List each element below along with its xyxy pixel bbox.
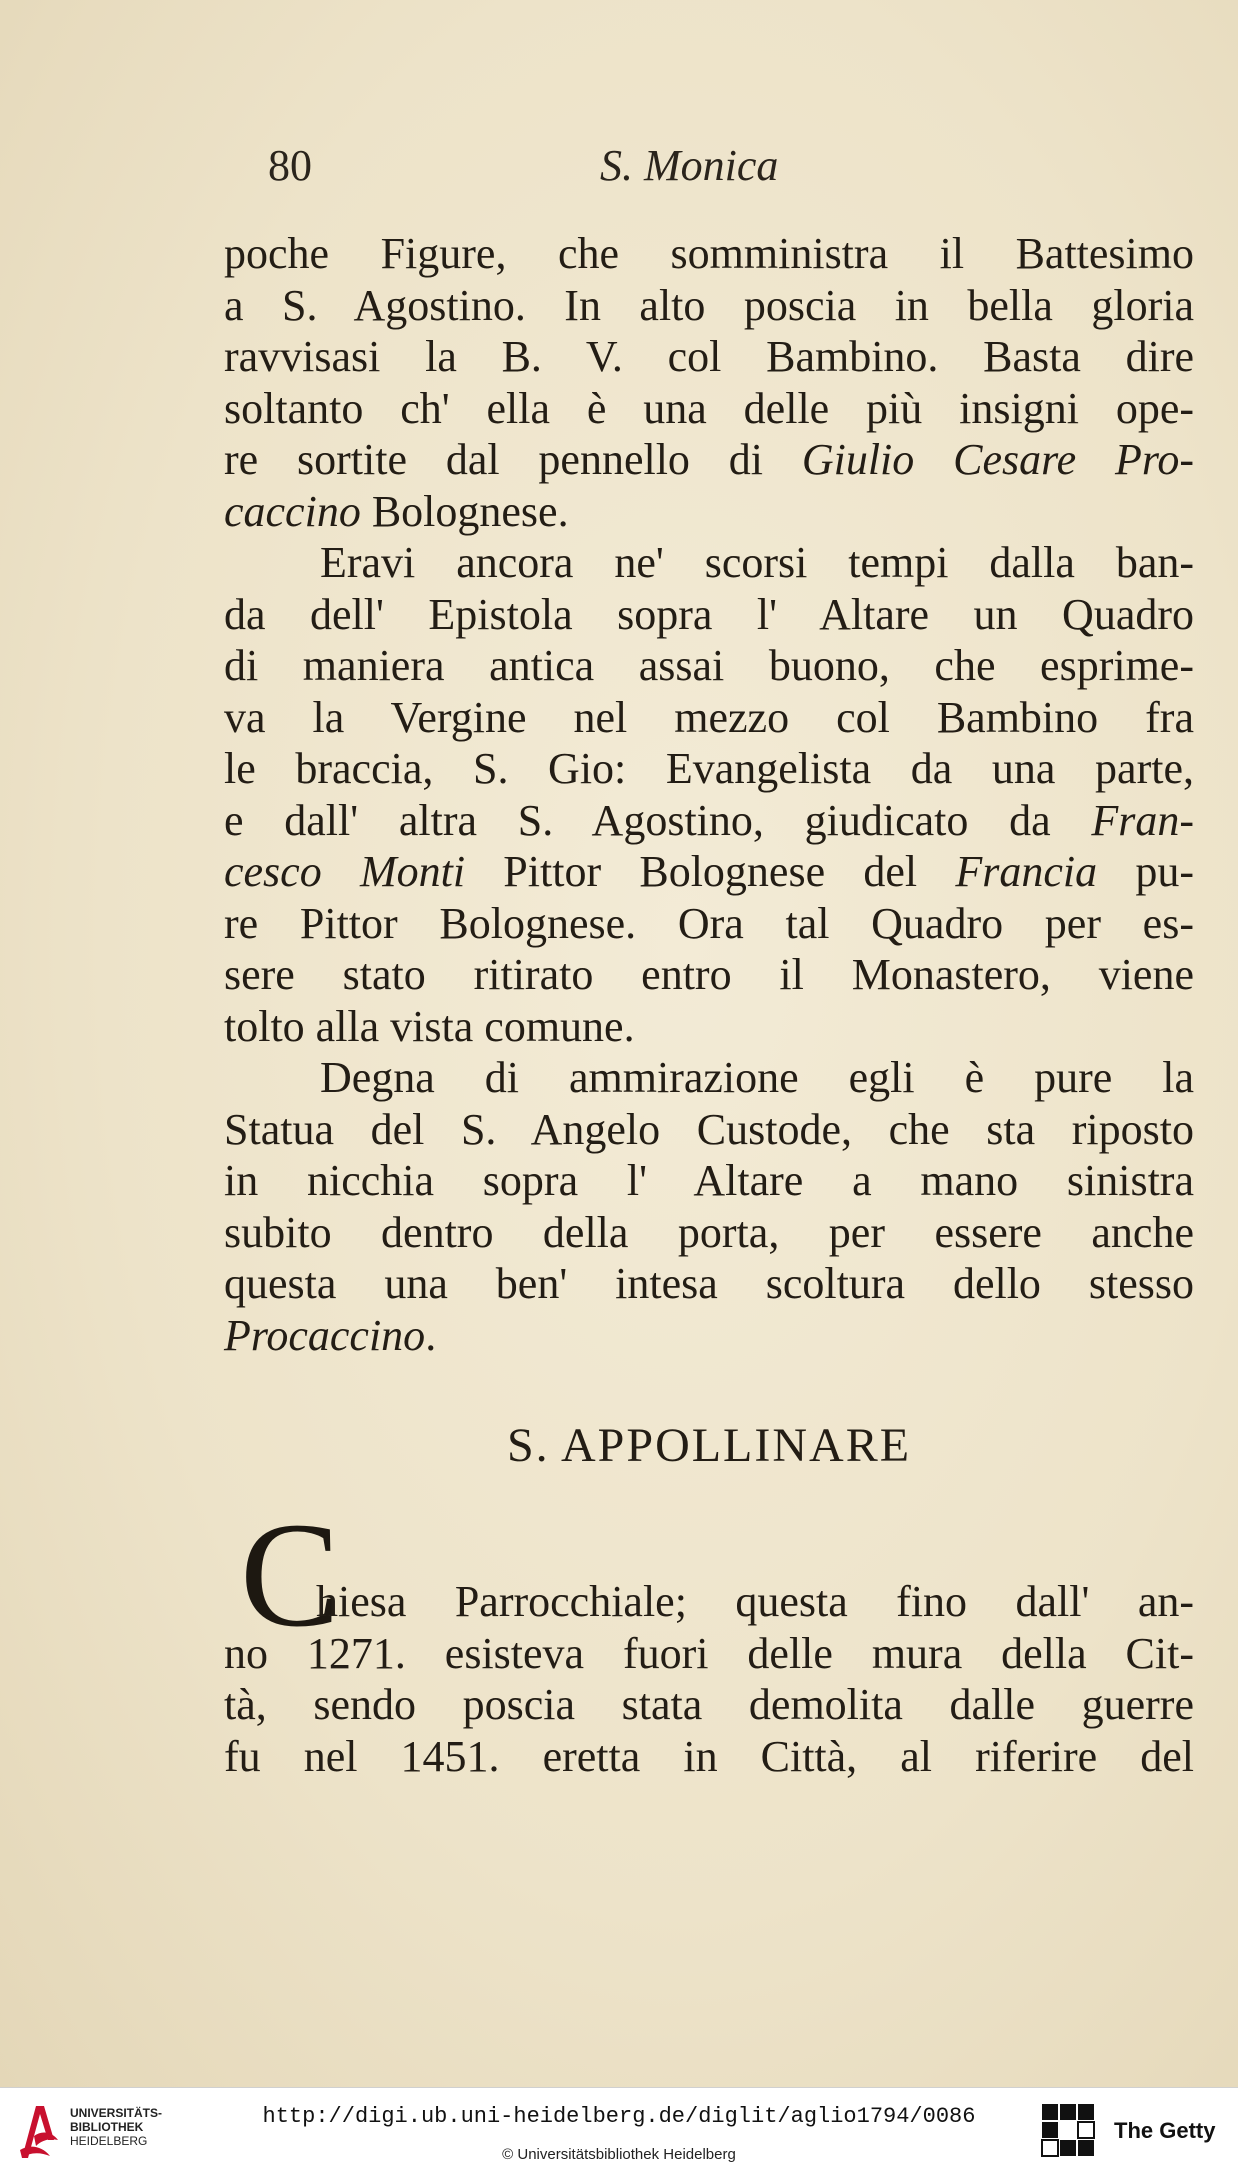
library-name-line: HEIDELBERG [70,2134,148,2148]
text-span: . [425,1310,437,1360]
text-line: tà, sendo poscia stata demolita dalle guerre [224,1680,1194,1729]
text-line: tolto alla vista comune. [224,1001,635,1051]
text-line: poche Figure, che somministra il Battesimo [224,229,1194,278]
italic-name: Procaccino [224,1310,426,1360]
italic-name: cesco Monti [224,847,466,896]
italic-name: Giulio Cesare Pro- [801,435,1194,484]
page-number: 80 [268,141,312,190]
permalink[interactable]: http://digi.ub.uni-heidelberg.de/diglit/aglio1794/0086 [262,2104,976,2129]
text-line: a S. Agostino. In alto poscia in bella gloria [224,280,1194,330]
text-line [224,795,1194,847]
partner-name: The Getty [1114,2118,1216,2143]
section-heading: S. APPOLLINARE [506,1419,912,1472]
text-line [224,434,1194,486]
section-text [224,1576,1194,1782]
library-name-line: UNIVERSITÄTS- [70,2106,163,2120]
text-line: ravvisasi la B. V. col Bambino. Basta dire [224,332,1194,381]
text-line: in nicchia sopra l' Altare a mano sinistra [224,1156,1194,1205]
italic-name: caccino [224,486,361,536]
text-line: subito dentro della porta, per essere anche [224,1207,1194,1257]
text-line [224,486,1194,538]
text-line [224,1310,1194,1362]
text-span: re sortite dal pennello di [224,435,802,484]
text-line: Degna di ammirazione egli è pure la [320,1053,1194,1102]
italic-name: Fran- [1091,795,1194,845]
getty-logo-icon[interactable] [1040,2102,1096,2162]
text-line: va la Vergine nel mezzo col Bambino fra [224,692,1194,742]
text-span: e dall' altra S. Agostino, giudicato da [224,795,1092,845]
text-line: fu nel 1451. eretta in Città, al riferire del [224,1731,1194,1781]
text-line: hiesa Parrocchiale; questa fino dall' an- [316,1577,1194,1626]
text-line: le braccia, S. Gio: Evangelista da una parte, [224,744,1194,793]
text-line [224,846,1194,898]
drop-capital: C [240,1492,341,1658]
text-line: Eravi ancora ne' scorsi tempi dalla ban- [320,538,1194,587]
text-line: di maniera antica assai buono, che esprime- [224,641,1194,690]
running-title: S. Monica [600,141,779,190]
text-line: sere stato ritirato entro il Monastero, viene [224,950,1194,999]
italic-name: Francia [955,847,1098,896]
text-span: Pittor Bolognese del [465,847,956,896]
text-span: Bolognese. [371,486,569,536]
text-line: soltanto ch' ella è una delle più insigni ope- [224,383,1194,433]
text-line: re Pittor Bolognese. Ora tal Quadro per es- [224,898,1194,948]
library-name-line: BIBLIOTHEK [70,2120,144,2134]
text-line: no 1271. esisteva fuori delle mura della Cit- [224,1628,1194,1678]
text-line: questa una ben' intesa scoltura dello stesso [224,1259,1194,1308]
text-span: pu- [1097,847,1195,896]
main-text [224,228,1194,1361]
viewer-footer [0,2087,1238,2176]
text-line: Statua del S. Angelo Custode, che sta riposto [224,1104,1194,1154]
copyright-notice: © Universitätsbibliothek Heidelberg [502,2146,736,2163]
text-line: da dell' Epistola sopra l' Altare un Quadro [224,589,1194,639]
